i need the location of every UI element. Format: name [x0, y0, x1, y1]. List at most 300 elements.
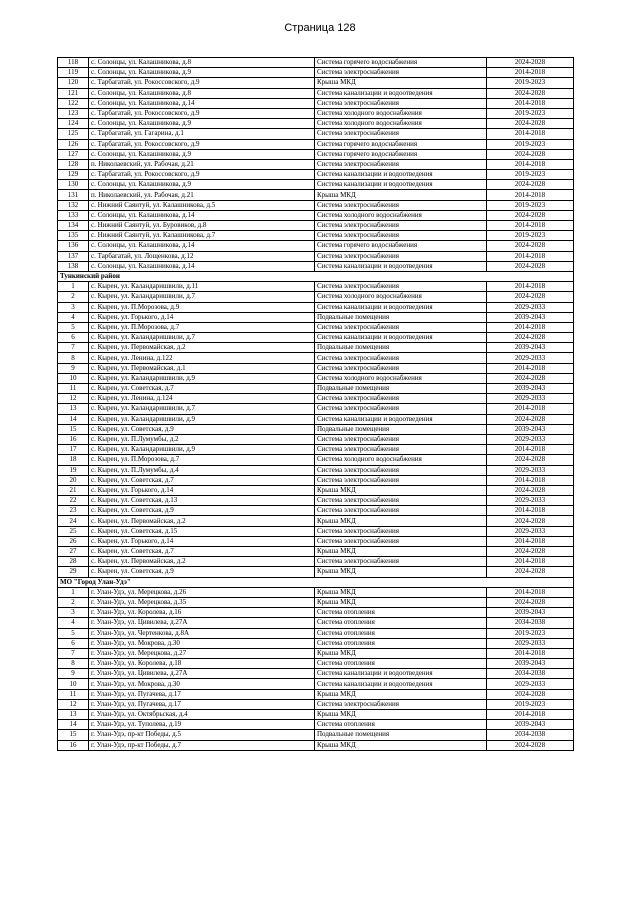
address-cell: с. Кырен, ул. Горького, д.14: [89, 485, 315, 495]
work-type-cell: Крыша МКД: [315, 547, 487, 557]
table-row: [58, 68, 574, 78]
address-cell: с. Солонцы, ул. Калашникова, д.9: [89, 149, 315, 159]
address-cell: с. Кырен, ул. Ленина, д.122: [89, 353, 315, 363]
row-number: 18: [58, 455, 89, 465]
table-row: [58, 322, 574, 332]
period-cell: 2014-2018: [487, 536, 574, 546]
row-number: 132: [58, 200, 89, 210]
period-cell: 2014-2018: [487, 159, 574, 169]
work-type-cell: Система электроснабжения: [315, 557, 487, 567]
period-cell: 2029-2033: [487, 434, 574, 444]
table-row: [58, 88, 574, 98]
work-type-cell: Система горячего водоснабжения: [315, 58, 487, 68]
address-cell: г. Улан-Удэ, ул. Мерецкова, д.35: [89, 597, 315, 607]
period-cell: 2014-2018: [487, 648, 574, 658]
work-type-cell: Система отопления: [315, 628, 487, 638]
row-number: 119: [58, 68, 89, 78]
work-type-cell: Подвальные помещения: [315, 343, 487, 353]
table-row: [58, 394, 574, 404]
work-type-cell: Система электроснабжения: [315, 129, 487, 139]
work-type-cell: Крыша МКД: [315, 567, 487, 577]
period-cell: 2029-2033: [487, 302, 574, 312]
row-number: 124: [58, 119, 89, 129]
row-number: 12: [58, 394, 89, 404]
table-row: [58, 740, 574, 750]
row-number: 120: [58, 78, 89, 88]
section-header-row: [58, 577, 574, 587]
work-type-cell: Система электроснабжения: [315, 353, 487, 363]
section-title: МО "Город Улан-Удэ": [58, 577, 574, 587]
table-row: [58, 414, 574, 424]
work-type-cell: Система электроснабжения: [315, 506, 487, 516]
work-type-cell: Крыша МКД: [315, 190, 487, 200]
period-cell: 2019-2023: [487, 170, 574, 180]
table-row: [58, 241, 574, 251]
period-cell: 2019-2023: [487, 231, 574, 241]
period-cell: 2014-2018: [487, 251, 574, 261]
table-row: [58, 699, 574, 709]
table-row: [58, 547, 574, 557]
period-cell: 2019-2023: [487, 628, 574, 638]
work-type-cell: Система электроснабжения: [315, 394, 487, 404]
row-number: 23: [58, 506, 89, 516]
work-type-cell: Система холодного водоснабжения: [315, 292, 487, 302]
row-number: 8: [58, 353, 89, 363]
period-cell: 2024-2028: [487, 373, 574, 383]
table-row: [58, 628, 574, 638]
row-number: 127: [58, 149, 89, 159]
period-cell: 2024-2028: [487, 567, 574, 577]
period-cell: 2024-2028: [487, 88, 574, 98]
address-cell: г. Улан-Удэ, пр-кт Победы, д.7: [89, 740, 315, 750]
address-cell: г. Улан-Удэ, ул. Королева, д.18: [89, 659, 315, 669]
work-type-cell: Система электроснабжения: [315, 445, 487, 455]
work-type-cell: Крыша МКД: [315, 710, 487, 720]
table-body: [58, 58, 574, 751]
table-row: [58, 506, 574, 516]
row-number: 20: [58, 475, 89, 485]
row-number: 21: [58, 485, 89, 495]
period-cell: 2014-2018: [487, 710, 574, 720]
table-row: [58, 730, 574, 740]
address-cell: г. Улан-Удэ, ул. Цивилева, д.27А: [89, 618, 315, 628]
address-cell: с. Кырен, ул. Каландаришвили, д.7: [89, 333, 315, 343]
row-number: 137: [58, 251, 89, 261]
period-cell: 2024-2028: [487, 689, 574, 699]
table-row: [58, 159, 574, 169]
period-cell: 2019-2023: [487, 200, 574, 210]
period-cell: 2014-2018: [487, 282, 574, 292]
table-row: [58, 608, 574, 618]
work-type-cell: Система отопления: [315, 618, 487, 628]
address-cell: г. Улан-Удэ, ул. Октябрьская, д.4: [89, 710, 315, 720]
period-cell: 2029-2033: [487, 679, 574, 689]
row-number: 2: [58, 597, 89, 607]
table-row: [58, 292, 574, 302]
address-cell: с. Кырен, ул. Первомайская, д.1: [89, 363, 315, 373]
work-type-cell: Система электроснабжения: [315, 526, 487, 536]
table-row: [58, 597, 574, 607]
period-cell: 2034-2038: [487, 730, 574, 740]
work-type-cell: Система канализации и водоотведения: [315, 88, 487, 98]
period-cell: 2014-2018: [487, 587, 574, 597]
row-number: 29: [58, 567, 89, 577]
table-row: [58, 98, 574, 108]
table-row: [58, 710, 574, 720]
table-row: [58, 333, 574, 343]
row-number: 14: [58, 720, 89, 730]
table-row: [58, 139, 574, 149]
work-type-cell: Система электроснабжения: [315, 68, 487, 78]
work-type-cell: Крыша МКД: [315, 648, 487, 658]
address-cell: с. Кырен, ул. Советская, д.13: [89, 496, 315, 506]
work-type-cell: Крыша МКД: [315, 689, 487, 699]
period-cell: 2024-2028: [487, 333, 574, 343]
work-type-cell: Система канализации и водоотведения: [315, 414, 487, 424]
address-cell: с. Кырен, ул. Каландаришвили, д.7: [89, 292, 315, 302]
address-cell: с. Кырен, ул. Советская, д.9: [89, 424, 315, 434]
work-type-cell: Система электроснабжения: [315, 699, 487, 709]
table-row: [58, 567, 574, 577]
address-cell: с. Кырен, ул. Каландаришвили, д.7: [89, 404, 315, 414]
period-cell: 2024-2028: [487, 210, 574, 220]
row-number: 25: [58, 526, 89, 536]
table-row: [58, 659, 574, 669]
table-row: [58, 210, 574, 220]
period-cell: 2034-2038: [487, 618, 574, 628]
page-title: Страница 128: [284, 22, 356, 34]
period-cell: 2029-2033: [487, 353, 574, 363]
period-cell: 2014-2018: [487, 322, 574, 332]
period-cell: 2024-2028: [487, 516, 574, 526]
table-row: [58, 445, 574, 455]
table-row: [58, 557, 574, 567]
row-number: 1: [58, 587, 89, 597]
address-cell: г. Улан-Удэ, пр-кт Победы, д.5: [89, 730, 315, 740]
table-row: [58, 302, 574, 312]
row-number: 128: [58, 159, 89, 169]
section-header-row: [58, 271, 574, 281]
row-number: 9: [58, 363, 89, 373]
row-number: 8: [58, 659, 89, 669]
work-type-cell: Крыша МКД: [315, 597, 487, 607]
period-cell: 2014-2018: [487, 506, 574, 516]
address-cell: с. Солонцы, ул. Калашникова, д.9: [89, 68, 315, 78]
period-cell: 2029-2033: [487, 394, 574, 404]
work-type-cell: Крыша МКД: [315, 485, 487, 495]
table-row: [58, 404, 574, 414]
period-cell: 2024-2028: [487, 485, 574, 495]
address-cell: с. Солонцы, ул. Калашникова, д.14: [89, 261, 315, 271]
row-number: 26: [58, 536, 89, 546]
table-row: [58, 180, 574, 190]
address-cell: г. Улан-Удэ, ул. Чертенкова, д.8А: [89, 628, 315, 638]
row-number: 129: [58, 170, 89, 180]
row-number: 135: [58, 231, 89, 241]
address-cell: г. Улан-Удэ, ул. Мерецкова, д.26: [89, 587, 315, 597]
work-type-cell: Система холодного водоснабжения: [315, 119, 487, 129]
period-cell: 2019-2023: [487, 78, 574, 88]
period-cell: 2029-2033: [487, 526, 574, 536]
address-cell: с. Кырен, ул. Горького, д.14: [89, 536, 315, 546]
row-number: 1: [58, 282, 89, 292]
row-number: 17: [58, 445, 89, 455]
address-cell: г. Улан-Удэ, ул. Пугачева, д.17: [89, 699, 315, 709]
work-type-cell: Система электроснабжения: [315, 200, 487, 210]
address-cell: г. Улан-Удэ, ул. Туполева, д.19: [89, 720, 315, 730]
address-cell: с. Тарбагатай, ул. Рокоссовского, д.9: [89, 139, 315, 149]
work-type-cell: Система отопления: [315, 720, 487, 730]
address-cell: с. Кырен, ул. Первомайская, д.2: [89, 516, 315, 526]
period-cell: 2024-2028: [487, 180, 574, 190]
work-type-cell: Система электроснабжения: [315, 282, 487, 292]
work-type-cell: Система канализации и водоотведения: [315, 333, 487, 343]
period-cell: 2024-2028: [487, 241, 574, 251]
row-number: 10: [58, 679, 89, 689]
row-number: 13: [58, 710, 89, 720]
row-number: 5: [58, 628, 89, 638]
row-number: 4: [58, 618, 89, 628]
table-row: [58, 669, 574, 679]
address-cell: с. Солонцы, ул. Калашникова, д.9: [89, 180, 315, 190]
address-cell: с. Нижний Саянтуй, ул. Калашникова, д.5: [89, 200, 315, 210]
row-number: 122: [58, 98, 89, 108]
table-row: [58, 496, 574, 506]
row-number: 131: [58, 190, 89, 200]
work-type-cell: Система канализации и водоотведения: [315, 261, 487, 271]
period-cell: 2019-2023: [487, 108, 574, 118]
row-number: 125: [58, 129, 89, 139]
work-type-cell: Система канализации и водоотведения: [315, 679, 487, 689]
work-type-cell: Система холодного водоснабжения: [315, 373, 487, 383]
row-number: 123: [58, 108, 89, 118]
work-type-cell: Система электроснабжения: [315, 496, 487, 506]
period-cell: 2024-2028: [487, 455, 574, 465]
address-cell: с. Солонцы, ул. Калашникова, д.8: [89, 88, 315, 98]
table-row: [58, 485, 574, 495]
row-number: 12: [58, 699, 89, 709]
row-number: 10: [58, 373, 89, 383]
period-cell: 2039-2043: [487, 608, 574, 618]
work-type-cell: Система электроснабжения: [315, 363, 487, 373]
row-number: 133: [58, 210, 89, 220]
work-type-cell: Крыша МКД: [315, 78, 487, 88]
work-type-cell: Система горячего водоснабжения: [315, 149, 487, 159]
table-row: [58, 261, 574, 271]
work-type-cell: Система отопления: [315, 608, 487, 618]
table-row: [58, 455, 574, 465]
address-cell: с. Кырен, ул. Каландаришвили, д.11: [89, 282, 315, 292]
table-row: [58, 536, 574, 546]
table-row: [58, 526, 574, 536]
work-type-cell: Система электроснабжения: [315, 434, 487, 444]
address-cell: с. Тарбагатай, ул. Рокоссовского, д.9: [89, 170, 315, 180]
period-cell: 2029-2033: [487, 496, 574, 506]
table-row: [58, 312, 574, 322]
section-title: Тункинский район: [58, 271, 574, 281]
table-row: [58, 190, 574, 200]
address-cell: г. Улан-Удэ, ул. Пугачева, д.17: [89, 689, 315, 699]
work-type-cell: Подвальные помещения: [315, 312, 487, 322]
work-type-cell: Система холодного водоснабжения: [315, 455, 487, 465]
table-row: [58, 170, 574, 180]
row-number: 4: [58, 312, 89, 322]
address-cell: п. Николаевский, ул. Рабочая, д.21: [89, 190, 315, 200]
period-cell: 2024-2028: [487, 292, 574, 302]
work-type-cell: Система канализации и водоотведения: [315, 170, 487, 180]
period-cell: 2014-2018: [487, 475, 574, 485]
work-type-cell: Крыша МКД: [315, 516, 487, 526]
table-row: [58, 363, 574, 373]
period-cell: 2019-2023: [487, 699, 574, 709]
row-number: 9: [58, 669, 89, 679]
period-cell: 2039-2043: [487, 312, 574, 322]
work-type-cell: Система горячего водоснабжения: [315, 241, 487, 251]
table-row: [58, 119, 574, 129]
period-cell: 2014-2018: [487, 190, 574, 200]
address-cell: п. Николаевский, ул. Рабочая, д.21: [89, 159, 315, 169]
address-cell: с. Кырен, ул. Горького, д.14: [89, 312, 315, 322]
row-number: 16: [58, 740, 89, 750]
row-number: 19: [58, 465, 89, 475]
row-number: 14: [58, 414, 89, 424]
work-type-cell: Система канализации и водоотведения: [315, 302, 487, 312]
address-cell: с. Тарбагатай, ул. Гагарина, д.1: [89, 129, 315, 139]
address-cell: с. Кырен, ул. Советская, д.9: [89, 567, 315, 577]
address-cell: с. Кырен, ул. Ленина, д.124: [89, 394, 315, 404]
period-cell: 2014-2018: [487, 557, 574, 567]
row-number: 7: [58, 648, 89, 658]
address-cell: с. Нижний Саянтуй, ул. Буровиков, д.8: [89, 221, 315, 231]
work-type-cell: Система электроснабжения: [315, 536, 487, 546]
table-row: [58, 282, 574, 292]
address-cell: с. Кырен, ул. Советская, д.15: [89, 526, 315, 536]
row-number: 134: [58, 221, 89, 231]
address-cell: с. Солонцы, ул. Калашникова, д.9: [89, 119, 315, 129]
address-cell: с. Тарбагатай, ул. Лощенкова, д.12: [89, 251, 315, 261]
address-cell: г. Улан-Удэ, ул. Мокрова, д.30: [89, 679, 315, 689]
address-cell: с. Солонцы, ул. Калашникова, д.14: [89, 241, 315, 251]
row-number: 6: [58, 638, 89, 648]
row-number: 15: [58, 730, 89, 740]
period-cell: 2024-2028: [487, 58, 574, 68]
table-row: [58, 221, 574, 231]
row-number: 15: [58, 424, 89, 434]
address-cell: с. Тарбагатай, ул. Рокоссовского, д.9: [89, 108, 315, 118]
work-type-cell: Система отопления: [315, 638, 487, 648]
table-row: [58, 58, 574, 68]
address-cell: с. Тарбагатай, ул. Рокоссовского, д.9: [89, 78, 315, 88]
address-cell: г. Улан-Удэ, ул. Королева, д.16: [89, 608, 315, 618]
address-cell: с. Солонцы, ул. Калашникова, д.8: [89, 58, 315, 68]
table-row: [58, 720, 574, 730]
period-cell: 2039-2043: [487, 384, 574, 394]
table-row: [58, 200, 574, 210]
address-cell: с. Кырен, ул. П.Морозова, д.7: [89, 455, 315, 465]
row-number: 3: [58, 608, 89, 618]
address-cell: с. Кырен, ул. П.Лумумбы, д.4: [89, 465, 315, 475]
work-type-cell: Система горячего водоснабжения: [315, 139, 487, 149]
work-type-cell: Система электроснабжения: [315, 465, 487, 475]
row-number: 24: [58, 516, 89, 526]
period-cell: 2039-2043: [487, 720, 574, 730]
row-number: 27: [58, 547, 89, 557]
period-cell: 2019-2023: [487, 139, 574, 149]
table-row: [58, 251, 574, 261]
table-row: [58, 129, 574, 139]
table-row: [58, 78, 574, 88]
table-row: [58, 424, 574, 434]
period-cell: 2014-2018: [487, 363, 574, 373]
table-row: [58, 618, 574, 628]
row-number: 130: [58, 180, 89, 190]
period-cell: 2039-2043: [487, 659, 574, 669]
work-type-cell: Крыша МКД: [315, 740, 487, 750]
row-number: 118: [58, 58, 89, 68]
work-type-cell: Система электроснабжения: [315, 231, 487, 241]
address-cell: с. Солонцы, ул. Калашникова, д.14: [89, 210, 315, 220]
address-cell: с. Нижний Саянтуй, ул. Калашникова, д.7: [89, 231, 315, 241]
table-row: [58, 648, 574, 658]
period-cell: 2024-2028: [487, 547, 574, 557]
work-type-cell: Подвальные помещения: [315, 384, 487, 394]
period-cell: 2029-2033: [487, 638, 574, 648]
work-type-cell: Система электроснабжения: [315, 404, 487, 414]
row-number: 22: [58, 496, 89, 506]
work-type-cell: Система электроснабжения: [315, 251, 487, 261]
work-type-cell: Система электроснабжения: [315, 159, 487, 169]
row-number: 5: [58, 322, 89, 332]
row-number: 2: [58, 292, 89, 302]
period-cell: 2024-2028: [487, 740, 574, 750]
row-number: 6: [58, 333, 89, 343]
period-cell: 2014-2018: [487, 221, 574, 231]
repair-schedule-table: [57, 57, 574, 751]
address-cell: с. Кырен, ул. Советская, д.7: [89, 547, 315, 557]
address-cell: с. Кырен, ул. П.Морозова, д.7: [89, 322, 315, 332]
table-row: [58, 587, 574, 597]
work-type-cell: Подвальные помещения: [315, 424, 487, 434]
work-type-cell: Система электроснабжения: [315, 98, 487, 108]
row-number: 138: [58, 261, 89, 271]
work-type-cell: Подвальные помещения: [315, 730, 487, 740]
period-cell: 2034-2038: [487, 669, 574, 679]
period-cell: 2039-2043: [487, 343, 574, 353]
address-cell: с. Кырен, ул. Каландаришвили, д.9: [89, 414, 315, 424]
row-number: 11: [58, 689, 89, 699]
work-type-cell: Система отопления: [315, 659, 487, 669]
period-cell: 2024-2028: [487, 261, 574, 271]
period-cell: 2014-2018: [487, 129, 574, 139]
table-row: [58, 343, 574, 353]
table-row: [58, 516, 574, 526]
address-cell: г. Улан-Удэ, ул. Мерецкова, д.27: [89, 648, 315, 658]
work-type-cell: Система электроснабжения: [315, 221, 487, 231]
row-number: 13: [58, 404, 89, 414]
period-cell: 2039-2043: [487, 424, 574, 434]
row-number: 7: [58, 343, 89, 353]
row-number: 16: [58, 434, 89, 444]
table-row: [58, 373, 574, 383]
address-cell: с. Кырен, ул. Каландаришвили, д.9: [89, 445, 315, 455]
period-cell: 2029-2033: [487, 465, 574, 475]
period-cell: 2014-2018: [487, 68, 574, 78]
table-row: [58, 689, 574, 699]
row-number: 126: [58, 139, 89, 149]
address-cell: с. Кырен, ул. Каландаришвили, д.9: [89, 373, 315, 383]
table-row: [58, 475, 574, 485]
address-cell: с. Кырен, ул. П.Морозова, д.9: [89, 302, 315, 312]
